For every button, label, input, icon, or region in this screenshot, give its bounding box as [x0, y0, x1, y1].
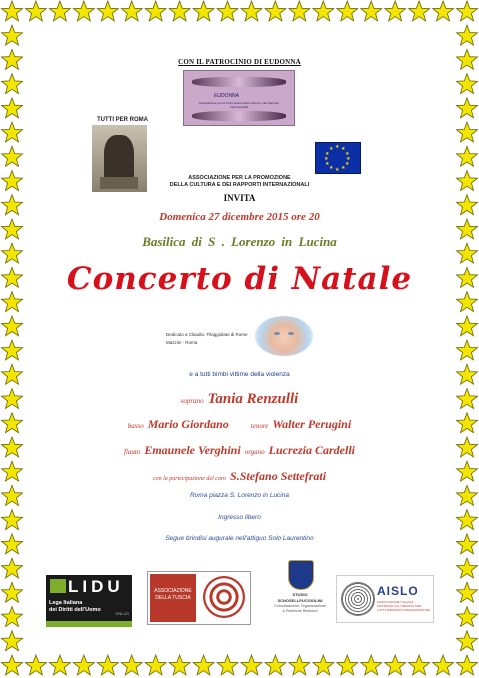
- flute-organ-line: [0, 441, 479, 459]
- dedication-line-2: Mazzini - Roma: [166, 340, 198, 345]
- tuscia-line-2: DELLA TUSCIA: [155, 595, 191, 601]
- star-icon: [217, 1, 238, 21]
- eudonna-logo: [183, 70, 295, 126]
- dedication-text: [166, 331, 248, 347]
- choir-line: [0, 467, 479, 485]
- rose-window-icon: [203, 576, 245, 618]
- lidu-badge: ONLUS: [115, 611, 129, 616]
- star-icon: [433, 655, 454, 675]
- tutti-per-roma-label: TUTTI PER ROMA: [97, 117, 148, 123]
- choir-name: S.Stefano Settefrati: [230, 469, 327, 483]
- aislo-subtitle: ASSOCIAZIONE ITALIANA SOSTEGNO ALL'UMANITA' PER LOTTA PRINCIPIO ORGANIZZAZIONE: [377, 600, 430, 612]
- star-icon: [97, 1, 118, 21]
- star-icon: [121, 655, 142, 675]
- event-venue: Basilica di S . Lorenzo in Lucina: [142, 234, 337, 249]
- tenor-role: tenore: [250, 422, 269, 430]
- star-icon: [337, 655, 358, 675]
- star-icon: [145, 1, 166, 21]
- star-icon: [73, 655, 94, 675]
- star-icon: [265, 1, 286, 21]
- tuscia-line-1: ASSOCIAZIONE: [154, 588, 192, 594]
- star-icon: [2, 25, 23, 45]
- lidu-name: [49, 600, 101, 614]
- entry-info: Ingresso libero: [218, 514, 261, 521]
- eye-image: [192, 111, 286, 121]
- eu-flag-icon: ★ ★ ★ ★ ★ ★ ★ ★ ★ ★ ★ ★: [315, 142, 361, 174]
- star-icon: [2, 1, 23, 21]
- star-icon: [145, 655, 166, 675]
- star-icon: [433, 1, 454, 21]
- lidu-name-line-1: Lega Italiana: [49, 600, 83, 606]
- star-icon: [385, 655, 406, 675]
- star-icon: [97, 655, 118, 675]
- concert-title: Concerto di Natale: [66, 261, 413, 297]
- victims-line: e a tutti bimbi vittime della violenza: [189, 371, 290, 378]
- star-icon: [241, 655, 262, 675]
- child-photo: [255, 316, 313, 356]
- star-icon: [217, 655, 238, 675]
- star-icon: [2, 316, 23, 336]
- star-icon: [457, 607, 478, 627]
- star-icon: [457, 146, 478, 166]
- tuscia-text: [150, 588, 196, 602]
- lidu-name-line-2: dei Diritti dell'Uomo: [49, 607, 101, 613]
- star-icon: [169, 655, 190, 675]
- soprano-name: Tania Renzulli: [207, 391, 299, 407]
- soprano-role: soprano: [180, 397, 204, 405]
- event-date: Domenica 27 dicembre 2015 ore 20: [159, 211, 320, 223]
- star-icon: [457, 98, 478, 118]
- star-icon: [289, 655, 310, 675]
- star-icon: [457, 25, 478, 45]
- studio-line-2: SCHOSELLPUCGIOLINI: [277, 598, 323, 603]
- star-icon: [73, 1, 94, 21]
- star-icon: [2, 98, 23, 118]
- child-eye: [274, 332, 280, 335]
- toast-info: Segue brindisi augurale nell'attiguo Solo Laurentino: [165, 535, 314, 542]
- venue-address: Roma piazza S. Lorenzo in Lucina: [189, 492, 289, 499]
- studio-subtitle: [270, 604, 330, 614]
- eudonna-name: EUDONNA: [214, 93, 240, 99]
- star-icon: [2, 582, 23, 602]
- star-icon: [361, 655, 382, 675]
- star-icon: [385, 1, 406, 21]
- star-icon: [457, 558, 478, 578]
- star-icon: [457, 74, 478, 94]
- star-icon: [49, 655, 70, 675]
- star-icon: [457, 631, 478, 651]
- star-icon: [26, 1, 47, 21]
- star-icon: [457, 1, 478, 21]
- star-icon: [49, 1, 70, 21]
- dedication-line-1: Dedicato a Claudio, Filaggiolato di Rome: [166, 332, 248, 337]
- star-icon: [193, 1, 214, 21]
- studio-name: [270, 592, 330, 604]
- association-name: [0, 175, 479, 189]
- star-icon: [2, 607, 23, 627]
- star-icon: [2, 146, 23, 166]
- lidu-logo: [46, 575, 132, 627]
- star-icon: [289, 1, 310, 21]
- star-icon: [26, 655, 47, 675]
- studio-line-3: Comunicazione, Organizzazione: [274, 604, 326, 608]
- eye-image: [192, 77, 286, 87]
- star-icon: [313, 655, 334, 675]
- child-eye: [288, 332, 294, 335]
- star-icon: [457, 655, 478, 675]
- star-icon: [2, 631, 23, 651]
- aislo-logo: [336, 575, 434, 623]
- studio-line-1: STUDIO: [292, 592, 308, 597]
- patronage-line: CON IL PATROCINIO DI EUDONNA: [178, 58, 301, 66]
- flute-name: Emaunele Verghini: [144, 443, 241, 457]
- star-icon: [409, 1, 430, 21]
- star-icon: [193, 655, 214, 675]
- star-icon: [2, 340, 23, 360]
- tenor-name: Walter Perugini: [272, 417, 352, 431]
- invita-heading: INVITA: [223, 193, 256, 203]
- crest-icon: [288, 560, 314, 590]
- association-line-1: ASSOCIAZIONE PER LA PROMOZIONE: [188, 175, 291, 181]
- association-line-2: DELLA CULTURA E DEI RAPPORTI INTERNAZIONALI: [169, 182, 310, 188]
- soprano-line: [0, 390, 479, 408]
- star-icon: [2, 74, 23, 94]
- organ-name: Lucrezia Cardelli: [268, 443, 355, 457]
- studio-logo: [270, 560, 330, 632]
- star-icon: [337, 1, 358, 21]
- bass-tenor-line: [0, 415, 479, 433]
- statue-figure: [104, 135, 134, 180]
- star-icon: [241, 1, 262, 21]
- star-icon: [121, 1, 142, 21]
- star-icon: [2, 558, 23, 578]
- star-icon: [2, 122, 23, 142]
- lidu-green-square: [50, 579, 66, 593]
- star-icon: [313, 1, 334, 21]
- organ-role: organo: [244, 448, 265, 456]
- aislo-word: AISLO: [377, 584, 419, 598]
- star-icon: [169, 1, 190, 21]
- bass-name: Mario Giordano: [147, 417, 229, 431]
- star-icon: [409, 655, 430, 675]
- star-icon: [457, 582, 478, 602]
- studio-line-4: & Pubbliche Relazioni: [282, 609, 318, 613]
- globe-icon: [341, 582, 375, 616]
- star-icon: [457, 316, 478, 336]
- star-icon: [265, 655, 286, 675]
- star-icon: [361, 1, 382, 21]
- star-icon: [2, 655, 23, 675]
- choir-text: con la partecipazione del coro: [152, 476, 227, 482]
- tuscia-logo: [147, 571, 251, 625]
- star-icon: [457, 122, 478, 142]
- lidu-letters: LIDU: [68, 577, 124, 596]
- eudonna-subtitle: Associazione per la Promozione della Cultura e dei Rapporti Internazionali: [198, 101, 280, 109]
- flute-role: flauto: [123, 448, 141, 456]
- star-icon: [457, 340, 478, 360]
- bass-role: basso: [127, 422, 144, 430]
